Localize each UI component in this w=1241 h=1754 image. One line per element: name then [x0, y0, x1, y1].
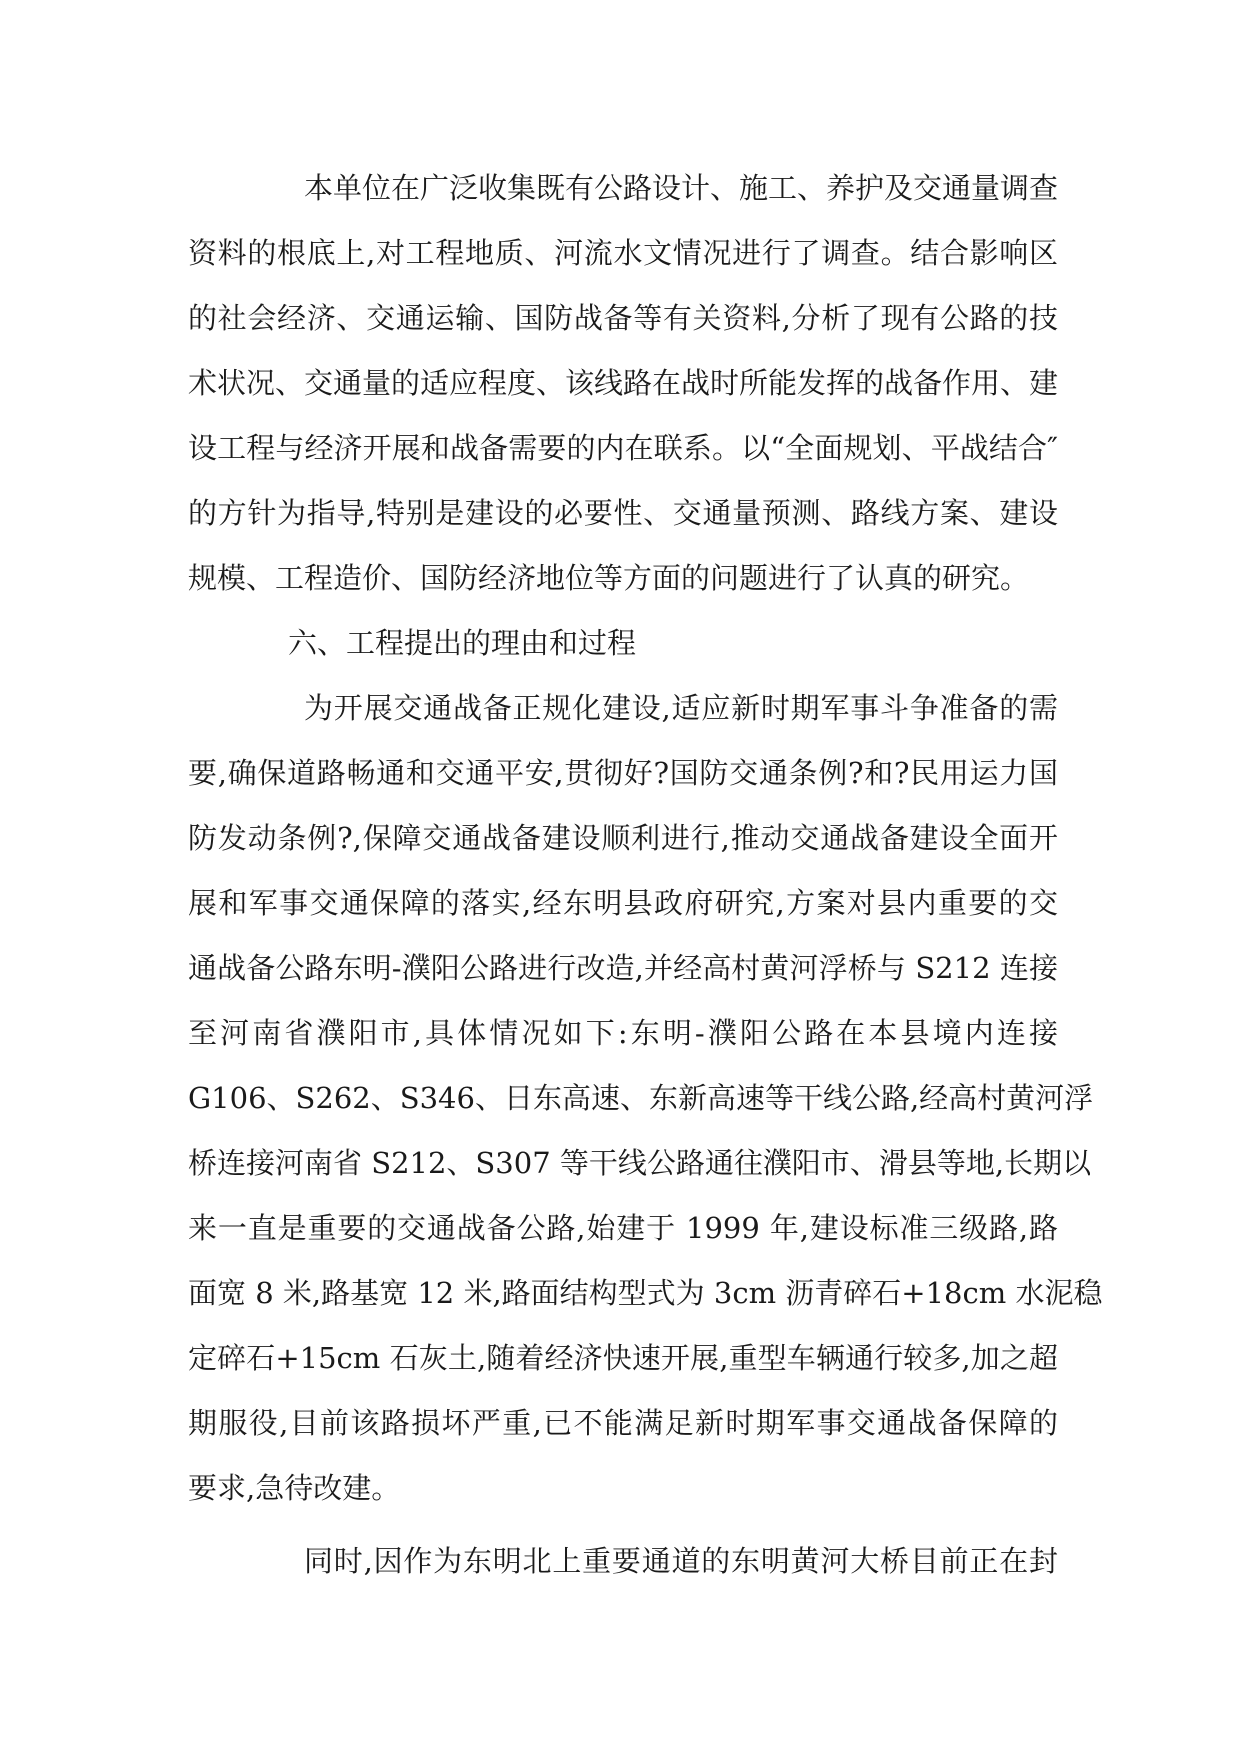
text-line: 至河南省濮阳市,具体情况如下:东明-濮阳公路在本县境内连接 — [188, 1016, 1058, 1050]
text-line: 期服役,目前该路损坏严重,已不能满足新时期军事交通战备保障的 — [188, 1406, 1058, 1440]
paragraph-research-basis — [188, 156, 1058, 611]
paragraph-bridge-closure — [188, 1529, 1058, 1594]
text-line: 设工程与经济开展和战备需要的内在联系。以“全面规划、平战结合″ — [188, 431, 1058, 465]
text-line: 的社会经济、交通运输、国防战备等有关资料,分析了现有公路的技 — [188, 301, 1058, 335]
text-line: G106、S262、S346、日东高速、东新高速等干线公路,经高村黄河浮 — [188, 1081, 1094, 1115]
text-line: 来一直是重要的交通战备公路,始建于 1999 年,建设标准三级路,路 — [188, 1211, 1058, 1245]
text-line: 展和军事交通保障的落实,经东明县政府研究,方案对县内重要的交 — [188, 886, 1058, 920]
text-line: 为开展交通战备正规化建设,适应新时期军事斗争准备的需 — [304, 691, 1058, 725]
section-heading: 六、工程提出的理由和过程 — [288, 626, 637, 660]
text-line: 定碎石+15cm 石灰土,随着经济快速开展,重型车辆通行较多,加之超 — [188, 1341, 1058, 1375]
text-line: 面宽 8 米,路基宽 12 米,路面结构型式为 3cm 沥青碎石+18cm 水泥稳 — [188, 1276, 1103, 1310]
text-line: 要求,急待改建。 — [188, 1471, 401, 1505]
text-line: 规模、工程造价、国防经济地位等方面的问题进行了认真的研究。 — [188, 561, 1030, 595]
paragraph-project-reasons — [188, 676, 1103, 1521]
document-body — [188, 156, 1103, 1594]
text-line: 的方针为指导,特别是建设的必要性、交通量预测、路线方案、建设 — [188, 496, 1058, 530]
text-line: 本单位在广泛收集既有公路设计、施工、养护及交通量调查 — [304, 171, 1059, 205]
paragraph-gap — [188, 1521, 1058, 1529]
text-line: 桥连接河南省 S212、S307 等干线公路通往濮阳市、滑县等地,长期以 — [188, 1146, 1092, 1180]
text-line: 术状况、交通量的适应程度、该线路在战时所能发挥的战备作用、建 — [188, 366, 1059, 400]
text-line: 同时,因作为东明北上重要通道的东明黄河大桥目前正在封 — [304, 1544, 1058, 1578]
text-line: 通战备公路东明-濮阳公路进行改造,并经高村黄河浮桥与 S212 连接 — [188, 951, 1058, 985]
text-line: 要,确保道路畅通和交通平安,贯彻好?国防交通条例?和?民用运力国 — [188, 756, 1058, 790]
text-line: 资料的根底上,对工程地质、河流水文情况进行了调查。结合影响区 — [188, 236, 1058, 270]
text-line: 防发动条例?,保障交通战备建设顺利进行,推动交通战备建设全面开 — [188, 821, 1058, 855]
